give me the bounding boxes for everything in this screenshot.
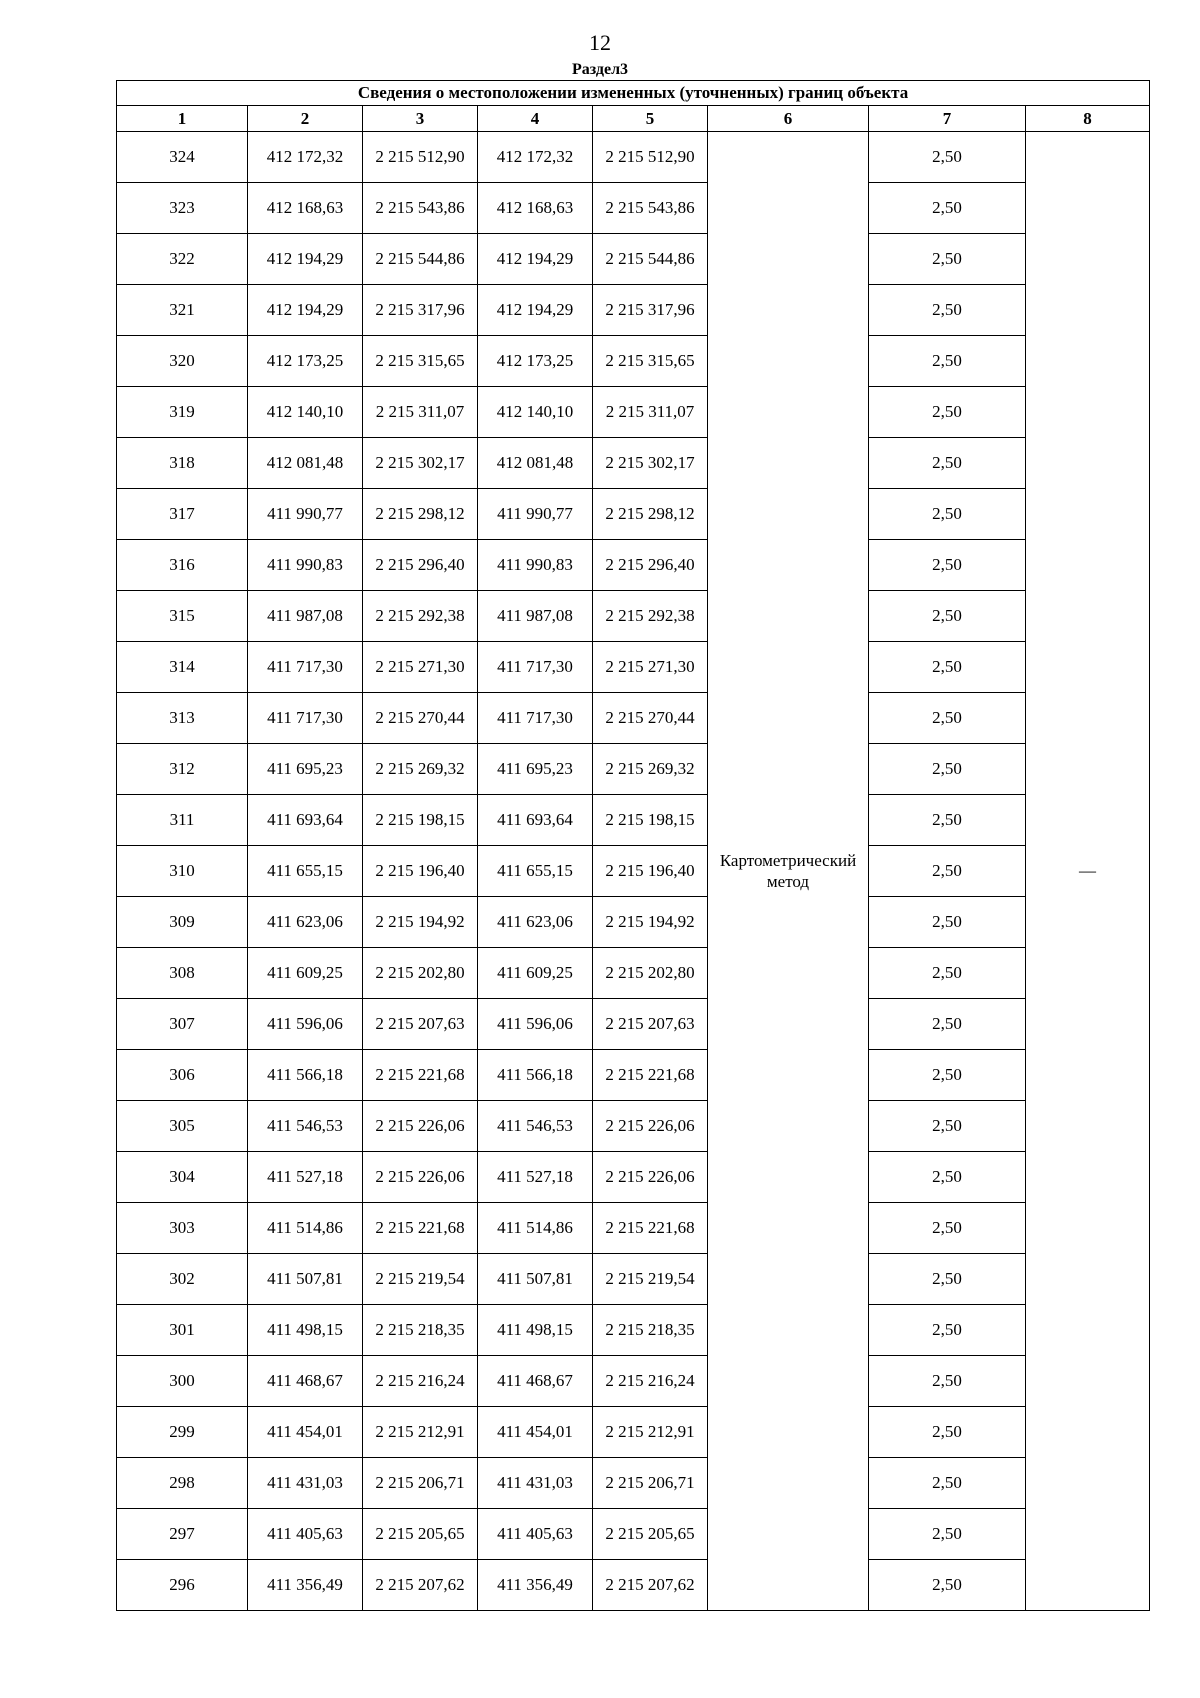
table-row — [117, 1050, 1150, 1101]
accuracy-value: 2,50 — [869, 336, 1026, 387]
x-coordinate-new: 411 454,01 — [478, 1407, 593, 1458]
x-coordinate-new: 411 527,18 — [478, 1152, 593, 1203]
y-coordinate-new: 2 215 207,63 — [593, 999, 708, 1050]
accuracy-value: 2,50 — [869, 540, 1026, 591]
y-coordinate-old: 2 215 543,86 — [363, 183, 478, 234]
accuracy-value: 2,50 — [869, 1560, 1026, 1611]
y-coordinate-new: 2 215 221,68 — [593, 1050, 708, 1101]
table-row — [117, 1356, 1150, 1407]
accuracy-value: 2,50 — [869, 1152, 1026, 1203]
y-coordinate-new: 2 215 216,24 — [593, 1356, 708, 1407]
table-row — [117, 540, 1150, 591]
x-coordinate-new: 411 623,06 — [478, 897, 593, 948]
y-coordinate-old: 2 215 317,96 — [363, 285, 478, 336]
x-coordinate-new: 411 356,49 — [478, 1560, 593, 1611]
x-coordinate-new: 411 596,06 — [478, 999, 593, 1050]
accuracy-value: 2,50 — [869, 438, 1026, 489]
y-coordinate-new: 2 215 271,30 — [593, 642, 708, 693]
y-coordinate-old: 2 215 194,92 — [363, 897, 478, 948]
y-coordinate-new: 2 215 512,90 — [593, 132, 708, 183]
x-coordinate-new: 412 194,29 — [478, 234, 593, 285]
x-coordinate-new: 411 693,64 — [478, 795, 593, 846]
column-number: 3 — [363, 106, 478, 132]
column-number: 6 — [708, 106, 869, 132]
x-coordinate-old: 411 990,83 — [248, 540, 363, 591]
accuracy-value: 2,50 — [869, 285, 1026, 336]
x-coordinate-old: 411 609,25 — [248, 948, 363, 999]
table-row — [117, 1560, 1150, 1611]
y-coordinate-new: 2 215 221,68 — [593, 1203, 708, 1254]
accuracy-value: 2,50 — [869, 1305, 1026, 1356]
y-coordinate-old: 2 215 205,65 — [363, 1509, 478, 1560]
y-coordinate-old: 2 215 302,17 — [363, 438, 478, 489]
y-coordinate-old: 2 215 298,12 — [363, 489, 478, 540]
x-coordinate-old: 412 194,29 — [248, 234, 363, 285]
y-coordinate-new: 2 215 202,80 — [593, 948, 708, 999]
y-coordinate-old: 2 215 315,65 — [363, 336, 478, 387]
y-coordinate-new: 2 215 292,38 — [593, 591, 708, 642]
table-caption: Сведения о местоположении измененных (уточненных) границ объекта — [117, 81, 1150, 106]
point-number: 296 — [117, 1560, 248, 1611]
x-coordinate-new: 411 717,30 — [478, 642, 593, 693]
point-number: 309 — [117, 897, 248, 948]
table-row — [117, 642, 1150, 693]
table-row — [117, 846, 1150, 897]
x-coordinate-new: 412 173,25 — [478, 336, 593, 387]
accuracy-value: 2,50 — [869, 591, 1026, 642]
accuracy-value: 2,50 — [869, 642, 1026, 693]
x-coordinate-old: 411 596,06 — [248, 999, 363, 1050]
x-coordinate-old: 411 468,67 — [248, 1356, 363, 1407]
point-number: 313 — [117, 693, 248, 744]
x-coordinate-old: 412 194,29 — [248, 285, 363, 336]
accuracy-value: 2,50 — [869, 693, 1026, 744]
y-coordinate-old: 2 215 512,90 — [363, 132, 478, 183]
y-coordinate-new: 2 215 311,07 — [593, 387, 708, 438]
x-coordinate-old: 412 081,48 — [248, 438, 363, 489]
y-coordinate-new: 2 215 218,35 — [593, 1305, 708, 1356]
table-row — [117, 1458, 1150, 1509]
x-coordinate-old: 411 546,53 — [248, 1101, 363, 1152]
table-row — [117, 489, 1150, 540]
y-coordinate-new: 2 215 205,65 — [593, 1509, 708, 1560]
table-row — [117, 591, 1150, 642]
y-coordinate-new: 2 215 198,15 — [593, 795, 708, 846]
table-row — [117, 387, 1150, 438]
point-number: 311 — [117, 795, 248, 846]
x-coordinate-old: 411 356,49 — [248, 1560, 363, 1611]
point-number: 324 — [117, 132, 248, 183]
x-coordinate-new: 412 168,63 — [478, 183, 593, 234]
y-coordinate-old: 2 215 218,35 — [363, 1305, 478, 1356]
y-coordinate-new: 2 215 302,17 — [593, 438, 708, 489]
x-coordinate-new: 412 081,48 — [478, 438, 593, 489]
y-coordinate-new: 2 215 315,65 — [593, 336, 708, 387]
accuracy-value: 2,50 — [869, 387, 1026, 438]
point-number: 298 — [117, 1458, 248, 1509]
point-number: 315 — [117, 591, 248, 642]
y-coordinate-old: 2 215 206,71 — [363, 1458, 478, 1509]
y-coordinate-new: 2 215 196,40 — [593, 846, 708, 897]
x-coordinate-new: 412 194,29 — [478, 285, 593, 336]
y-coordinate-old: 2 215 198,15 — [363, 795, 478, 846]
column-number: 1 — [117, 106, 248, 132]
x-coordinate-new: 411 990,83 — [478, 540, 593, 591]
x-coordinate-new: 411 405,63 — [478, 1509, 593, 1560]
y-coordinate-old: 2 215 270,44 — [363, 693, 478, 744]
y-coordinate-old: 2 215 212,91 — [363, 1407, 478, 1458]
x-coordinate-old: 411 405,63 — [248, 1509, 363, 1560]
y-coordinate-new: 2 215 270,44 — [593, 693, 708, 744]
y-coordinate-old: 2 215 269,32 — [363, 744, 478, 795]
accuracy-value: 2,50 — [869, 1254, 1026, 1305]
method-cell: Картометрический метод — [708, 132, 869, 1611]
point-number: 301 — [117, 1305, 248, 1356]
x-coordinate-new: 411 566,18 — [478, 1050, 593, 1101]
table-row — [117, 438, 1150, 489]
point-number: 314 — [117, 642, 248, 693]
accuracy-value: 2,50 — [869, 846, 1026, 897]
column-number: 5 — [593, 106, 708, 132]
x-coordinate-old: 411 655,15 — [248, 846, 363, 897]
y-coordinate-new: 2 215 226,06 — [593, 1152, 708, 1203]
y-coordinate-old: 2 215 296,40 — [363, 540, 478, 591]
accuracy-value: 2,50 — [869, 744, 1026, 795]
y-coordinate-new: 2 215 317,96 — [593, 285, 708, 336]
y-coordinate-new: 2 215 296,40 — [593, 540, 708, 591]
x-coordinate-new: 411 717,30 — [478, 693, 593, 744]
y-coordinate-old: 2 215 196,40 — [363, 846, 478, 897]
x-coordinate-old: 411 566,18 — [248, 1050, 363, 1101]
point-number: 308 — [117, 948, 248, 999]
y-coordinate-new: 2 215 207,62 — [593, 1560, 708, 1611]
x-coordinate-old: 412 172,32 — [248, 132, 363, 183]
table-row — [117, 234, 1150, 285]
y-coordinate-old: 2 215 271,30 — [363, 642, 478, 693]
x-coordinate-new: 412 140,10 — [478, 387, 593, 438]
table-row — [117, 1152, 1150, 1203]
y-coordinate-new: 2 215 544,86 — [593, 234, 708, 285]
note-cell: — — [1026, 132, 1150, 1611]
point-number: 302 — [117, 1254, 248, 1305]
accuracy-value: 2,50 — [869, 183, 1026, 234]
point-number: 310 — [117, 846, 248, 897]
point-number: 305 — [117, 1101, 248, 1152]
x-coordinate-new: 411 609,25 — [478, 948, 593, 999]
table-row — [117, 999, 1150, 1050]
x-coordinate-new: 411 990,77 — [478, 489, 593, 540]
accuracy-value: 2,50 — [869, 1458, 1026, 1509]
table-row — [117, 744, 1150, 795]
accuracy-value: 2,50 — [869, 999, 1026, 1050]
x-coordinate-old: 412 140,10 — [248, 387, 363, 438]
point-number: 307 — [117, 999, 248, 1050]
column-number: 8 — [1026, 106, 1150, 132]
table-row — [117, 1254, 1150, 1305]
table-row — [117, 693, 1150, 744]
point-number: 322 — [117, 234, 248, 285]
x-coordinate-old: 411 987,08 — [248, 591, 363, 642]
y-coordinate-old: 2 215 226,06 — [363, 1152, 478, 1203]
column-number-row — [117, 106, 1150, 132]
accuracy-value: 2,50 — [869, 234, 1026, 285]
y-coordinate-old: 2 215 207,63 — [363, 999, 478, 1050]
table-row — [117, 1101, 1150, 1152]
x-coordinate-old: 411 507,81 — [248, 1254, 363, 1305]
x-coordinate-new: 411 655,15 — [478, 846, 593, 897]
table-row — [117, 1305, 1150, 1356]
y-coordinate-old: 2 215 292,38 — [363, 591, 478, 642]
boundary-coordinates-table — [116, 80, 1150, 1611]
table-row — [117, 336, 1150, 387]
y-coordinate-new: 2 215 212,91 — [593, 1407, 708, 1458]
page-number: 12 — [589, 30, 611, 55]
x-coordinate-old: 411 717,30 — [248, 693, 363, 744]
x-coordinate-old: 411 623,06 — [248, 897, 363, 948]
x-coordinate-new: 411 431,03 — [478, 1458, 593, 1509]
x-coordinate-old: 411 431,03 — [248, 1458, 363, 1509]
point-number: 323 — [117, 183, 248, 234]
x-coordinate-new: 411 987,08 — [478, 591, 593, 642]
point-number: 317 — [117, 489, 248, 540]
column-number: 2 — [248, 106, 363, 132]
y-coordinate-new: 2 215 543,86 — [593, 183, 708, 234]
x-coordinate-old: 411 717,30 — [248, 642, 363, 693]
point-number: 304 — [117, 1152, 248, 1203]
y-coordinate-old: 2 215 226,06 — [363, 1101, 478, 1152]
table-row — [117, 897, 1150, 948]
table-row — [117, 948, 1150, 999]
table-row — [117, 1203, 1150, 1254]
x-coordinate-new: 411 514,86 — [478, 1203, 593, 1254]
accuracy-value: 2,50 — [869, 1356, 1026, 1407]
y-coordinate-new: 2 215 298,12 — [593, 489, 708, 540]
accuracy-value: 2,50 — [869, 948, 1026, 999]
section-title: Раздел3 — [571, 61, 629, 78]
accuracy-value: 2,50 — [869, 1101, 1026, 1152]
x-coordinate-new: 412 172,32 — [478, 132, 593, 183]
accuracy-value: 2,50 — [869, 1407, 1026, 1458]
point-number: 303 — [117, 1203, 248, 1254]
accuracy-value: 2,50 — [869, 1050, 1026, 1101]
x-coordinate-new: 411 507,81 — [478, 1254, 593, 1305]
point-number: 320 — [117, 336, 248, 387]
table-row — [117, 795, 1150, 846]
table-row — [117, 285, 1150, 336]
point-number: 318 — [117, 438, 248, 489]
x-coordinate-new: 411 546,53 — [478, 1101, 593, 1152]
accuracy-value: 2,50 — [869, 1509, 1026, 1560]
y-coordinate-new: 2 215 226,06 — [593, 1101, 708, 1152]
accuracy-value: 2,50 — [869, 1203, 1026, 1254]
y-coordinate-old: 2 215 219,54 — [363, 1254, 478, 1305]
y-coordinate-old: 2 215 544,86 — [363, 234, 478, 285]
y-coordinate-old: 2 215 207,62 — [363, 1560, 478, 1611]
x-coordinate-old: 411 695,23 — [248, 744, 363, 795]
point-number: 316 — [117, 540, 248, 591]
x-coordinate-old: 411 693,64 — [248, 795, 363, 846]
point-number: 312 — [117, 744, 248, 795]
y-coordinate-old: 2 215 311,07 — [363, 387, 478, 438]
point-number: 300 — [117, 1356, 248, 1407]
y-coordinate-new: 2 215 269,32 — [593, 744, 708, 795]
table-row — [117, 1509, 1150, 1560]
table-row — [117, 1407, 1150, 1458]
column-number: 4 — [478, 106, 593, 132]
y-coordinate-old: 2 215 202,80 — [363, 948, 478, 999]
x-coordinate-new: 411 695,23 — [478, 744, 593, 795]
y-coordinate-old: 2 215 221,68 — [363, 1050, 478, 1101]
accuracy-value: 2,50 — [869, 795, 1026, 846]
point-number: 299 — [117, 1407, 248, 1458]
accuracy-value: 2,50 — [869, 897, 1026, 948]
y-coordinate-old: 2 215 216,24 — [363, 1356, 478, 1407]
x-coordinate-old: 411 514,86 — [248, 1203, 363, 1254]
point-number: 306 — [117, 1050, 248, 1101]
y-coordinate-new: 2 215 219,54 — [593, 1254, 708, 1305]
column-number: 7 — [869, 106, 1026, 132]
y-coordinate-old: 2 215 221,68 — [363, 1203, 478, 1254]
x-coordinate-old: 412 173,25 — [248, 336, 363, 387]
y-coordinate-new: 2 215 206,71 — [593, 1458, 708, 1509]
x-coordinate-old: 411 454,01 — [248, 1407, 363, 1458]
x-coordinate-old: 412 168,63 — [248, 183, 363, 234]
x-coordinate-new: 411 468,67 — [478, 1356, 593, 1407]
point-number: 321 — [117, 285, 248, 336]
x-coordinate-old: 411 527,18 — [248, 1152, 363, 1203]
x-coordinate-old: 411 990,77 — [248, 489, 363, 540]
table-row — [117, 132, 1150, 183]
table-row — [117, 183, 1150, 234]
x-coordinate-new: 411 498,15 — [478, 1305, 593, 1356]
accuracy-value: 2,50 — [869, 489, 1026, 540]
accuracy-value: 2,50 — [869, 132, 1026, 183]
x-coordinate-old: 411 498,15 — [248, 1305, 363, 1356]
point-number: 319 — [117, 387, 248, 438]
y-coordinate-new: 2 215 194,92 — [593, 897, 708, 948]
point-number: 297 — [117, 1509, 248, 1560]
